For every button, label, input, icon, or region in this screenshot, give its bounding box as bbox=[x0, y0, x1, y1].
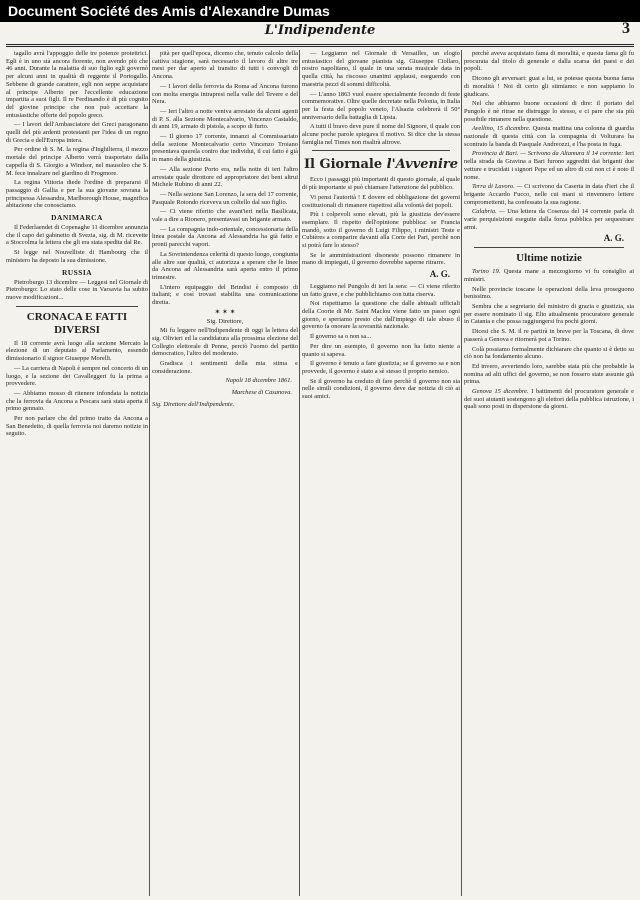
section-heading-cronaca: CRONACA E FATTI DIVERSI bbox=[26, 310, 128, 336]
dateline: Genova 15 dicembre. bbox=[472, 388, 529, 396]
article-paragraph: Più i colpevoli sono elevati, più la giustizia dev'essere esemplare. Il rispetto dell'opinione pubblica: se Francia mandò, sotto il governo di Luigi Filippo, i ministri Teste e Cubières a comparire davanti alla Corte dei Pari, perchè non si potrà fare lo stesso? bbox=[302, 211, 460, 250]
article-paragraph: — Ieri l'altro a notte veniva arrestato da alcuni agenti di P. S. alla Sezione Montecalvario, Vincenzo Castaldo, di anni 19, armato di pistola, a scopo di furto. bbox=[152, 107, 298, 131]
masthead-rule-2 bbox=[6, 46, 634, 47]
column-4 bbox=[464, 50, 634, 896]
article-headline bbox=[302, 157, 460, 172]
article-paragraph: Noi rispettiamo la questione che dalle abituali ufficiali della Coorte di Mr. Saint Maclou viene fatto un passo ogni giorno, e speriamo presto che dall'impiego di tale abuso il governo fa onorare la sovranità nazionale. bbox=[302, 300, 460, 331]
news-text: Ieri nella strada da Gravina a Bari furono aggrediti dai briganti due vetture e trucidati i signori Pepe ed un altro di cui non ci è noto il nome. bbox=[464, 150, 634, 181]
dateline: Calabria. — bbox=[472, 208, 505, 216]
column-1 bbox=[6, 50, 148, 896]
article-paragraph: Ed invero, avvertendo loro, sarebbe stata più che probabile la nomina ad alti uffici del governo, se non fossero state assunte già prima. bbox=[464, 362, 634, 386]
dateline: Torino 19. bbox=[472, 268, 501, 276]
letter-place-date: Napoli 18 dicembre 1861. bbox=[225, 377, 292, 385]
article-paragraph: Nel che abbiamo buone occasioni di dire: il portato del Pungolo è nè ritrae ne distrugge lo stesso, e ci pare che sia più possibile rimanere nella questione. bbox=[464, 100, 634, 123]
news-item bbox=[464, 183, 634, 206]
news-item bbox=[464, 208, 634, 231]
article-paragraph: Sembra che a segretario del ministro di grazia e giustizia, sia per essere nominato il sig. Elio attualmente procuratore generale in Catania e che possa raggiungersi fra pochi giorni. bbox=[464, 302, 634, 326]
article-paragraph: pità per quell'epoca, dicemo che, tenuto calcolo della cattiva stagione, sarà necessario il lavoro di altre tre mesi per dar aperto al transito di tutti i convogli di Ancona. bbox=[152, 50, 298, 81]
news-item bbox=[464, 150, 634, 181]
headline-roman: Il Giornale bbox=[303, 157, 383, 173]
news-text: Questa mattina una colonna di guardia nazionale di questa città con la compagnia di Volturara ha scontrato la banda di Pasquale Andreozzi, e l'ha posta in fuga. bbox=[464, 125, 634, 148]
masthead-rule bbox=[6, 44, 634, 45]
article-paragraph: — Leggiamo nel Giornale di Versailles, un elogio entusiastico del giovane pianista sig. Giuseppe Ciollaro, nostro napolitano, il quale in una serata musicale data in quella città, ha riscosso unanimi applausi, eseguendo con maestria pezzi di sommi difficoltà. bbox=[302, 50, 460, 88]
article-paragraph: Pietroburgo 13 dicembre — Leggesi nel Giornale di Pietroburgo: Lo stato delle cose in Varsavia ha subito nuove modificazioni... bbox=[6, 278, 148, 301]
column-3 bbox=[302, 50, 460, 896]
article-paragraph: tagallo avrà l'appoggio delle tre potenze protettrici. Egli è in uno stà ancora fiorente, non avendo più che 46 anni. Durante la malattia di suo figlio egli governò per alcuni anni in qualità di reggente il Portogallo. Sebbene di grande carattere, egli non seppe acquistare al principe Alberto per l'eccellente educazione impartita a suoi figli. Il re Ferdinando è di più cognito del giovine principe che non può accettare la entusiastiche offerte del popolo greco. bbox=[6, 50, 148, 119]
article-paragraph: Dicesi che S. M. il re partirà in breve per la Toscana, di dove passerà a Genova e ritornerà poi a Torino. bbox=[464, 328, 634, 343]
article-paragraph: — L'anno 1863 vuol essere specialmente fecondo di feste commemorative. Oltre quelle decretate nella Polonia, in Italia per la festa del popolo veneto, l'Alsazia celebrerà il 50° anniversario della battaglia di Lipsia. bbox=[302, 90, 460, 121]
page-number: 3 bbox=[622, 20, 630, 37]
article-paragraph: L'intero equipaggio del Brindisi è composto di italiani; e così trovasi stabilita una comunicazione diretta. bbox=[152, 283, 298, 307]
page-masthead bbox=[0, 22, 640, 42]
article-paragraph: Colà possiamo formalmente dichiarare che quanto si è detto su ciò non ha fondamento alcuno. bbox=[464, 345, 634, 361]
article-paragraph: Il governo sa o non sa... bbox=[310, 333, 372, 341]
article-paragraph: Nelle provincie toscane le operazioni della leva proseguono benissimo. bbox=[464, 285, 634, 301]
article-paragraph: — Alla sezione Porto era, nella notte di ieri l'altro arrestate quale dirottore ed appropriatore dei beni altrui Michele Rubino di anni 22. bbox=[152, 165, 298, 189]
article-paragraph: — Ci viene riferito che avant'ieri nella Basilicata, vale a dire a Rionero, presentavasi un brigante armato. bbox=[152, 208, 298, 224]
article-paragraph: Se le amministrazioni disoneste possono rimanere in mano di impiegati, il governo dovrebbe saperne ritrarre. bbox=[302, 251, 460, 267]
news-item bbox=[464, 125, 634, 148]
column-divider bbox=[299, 50, 300, 896]
newspaper-title: L'Indipendente bbox=[264, 23, 376, 38]
dateline: Avellino, 15 dicembre. bbox=[472, 125, 531, 133]
article-paragraph: Per dire un esempio, il governo non ha fatto niente a quanto si sapeva. bbox=[302, 342, 460, 358]
article-paragraph: Se il governo ha creduto di fare perchè il governo non sia nelle simili condizioni, il governo deve dar notizia di ciò ai suoi amici. bbox=[302, 377, 460, 401]
section-divider bbox=[312, 150, 450, 151]
article-paragraph: — I lavori dell'Ambasciatore dei Greci paragonano quelli del più ardenti protestanti per l'idea di un regno di Grecia e dell'Europa intera. bbox=[6, 121, 148, 144]
news-text: I battimenti del procuratore generale e dei suoi aiutanti sostengono gli elettori della pubblica istruzione, i quali sono posti in dispersione da giorni. bbox=[464, 388, 634, 411]
article-paragraph: — Il giorno 17 corrente, innanzi al Commissariato della sezione Montecalvario certo Vincenzo Troiano presentava querela contro due individui, il cui fatto è già in mano della giustizia. bbox=[152, 133, 298, 164]
dateline: Terra di Lavoro. — bbox=[472, 183, 523, 191]
headline-italic: l'Avvenire bbox=[386, 157, 459, 173]
ornament-divider: ✶ ✶ ✶ bbox=[214, 307, 236, 316]
dateline: Provincia di Bari. — Scrivono da Altamura il 14 corrente: bbox=[472, 150, 624, 158]
newspaper-page bbox=[0, 22, 640, 900]
article-paragraph: Il governo è tenuto a fare giustizia; se il governo sa e non provvede, il governo è stato a sè stesso il proprio nemico. bbox=[302, 360, 460, 375]
article-paragraph: Per ordine di S. M. la regina d'Inghilterra, il mezzo mortale del principe Alberto verrà trasportato dalla cappella di S. Giorgio a Windsor, nel mausoleo che S. M. fece innalzare nel giardino di Frogmore. bbox=[6, 146, 148, 177]
article-paragraph: Il 18 corrente avrà luogo alla sezione Mercato la elezione di un deputato al Parlamento, essendo dimissionario il signor Giuseppe Morelli. bbox=[6, 339, 148, 363]
article-paragraph: La regina Vittoria diede l'ordine di prepararsi il passaggio di Gallia e per la sua giovane sovrana la principessa Alessandra, Marlborough House, magnifica abitazione che conosciamo. bbox=[6, 179, 148, 210]
section-heading-danimarca: DANIMARCA bbox=[51, 213, 103, 223]
article-paragraph: Dicono gli avversari: guai a lui, se potesse questa buona fama di moralità ! Noi di certo gli stimiamo: e non sappiamo lo giudicare. bbox=[464, 75, 634, 98]
author-initials: A. G. bbox=[429, 269, 450, 280]
article-paragraph: Il Federlaendet di Copenaghe 11 dicembre annunzia che il capo dei gabinetto di Svezia, sig. di M. ricevette a Stoccolma la lettera che gli era stata spedita dal Re. bbox=[6, 224, 148, 247]
news-text: Questa mane a mezzogiorno vi fu consiglio ai ministri. bbox=[464, 268, 634, 283]
article-paragraph: A tutti il bravo deve pure il nome del Signore, il quale con alcune poche parole spiegava il motivo. Si dice che la stessa famiglia nel Times non risalirà altrove. bbox=[302, 123, 460, 146]
letter-addressee: Sig. Direttore dell'Indipendente. bbox=[152, 400, 235, 408]
article-paragraph: Vi pensi l'autorità ! E dovere ed obbligazione dei governi costituzionali di rimanere rispettosi alla volontà dei popoli. bbox=[302, 193, 460, 209]
article-paragraph: perchè aveva acquistato fama di moralità, e questa fama gli fu procurata dal titolo di generale e dalla scarsa dei paesi e dei popoli. bbox=[464, 50, 634, 73]
source-banner: Document Société des Amis d'Alexandre Dumas bbox=[0, 0, 640, 22]
letter-signature: Marchese di Casanova. bbox=[231, 389, 292, 397]
article-paragraph: — La compagnia indo-orientale, concessionaria della linea postale da Ancona ad Alessandria ha già fatto e pronti parecchi vapori. bbox=[152, 225, 298, 249]
article-paragraph: — Nella sezione San Lorenzo, la sera del 17 corrente, Pasquale Rotondo riceveva un coltello dal suo figlio. bbox=[152, 190, 298, 206]
article-paragraph: Mi fu leggere nell'Indipendente di oggi la lettera del sig. Olivieri ed la candidatura alla prossima elezione del Collegio elettorale di Penne, perciò l'uomo del partito democratico, l'altro del moderato. bbox=[152, 327, 298, 358]
article-paragraph: Per non parlare che del primo tratto da Ancona a San Benedetto, di quella ferrovia noi daremo notizie in seguito. bbox=[6, 415, 148, 438]
column-divider bbox=[461, 50, 462, 896]
author-initials: A. G. bbox=[603, 233, 624, 244]
news-text: Una lettera da Cosenza del 14 corrente parla di varie perquisizioni eseguite dalla forza pubblica per sequestrare armi. bbox=[464, 208, 634, 231]
letter-salutation: Sig. Direttore, bbox=[206, 317, 244, 325]
article-paragraph: La Sovrintendenza celerità di questo luogo, congiunta alle altre sue qualità, ci autorizza a sperare che le linee da Ancona ad Alessandria sarà aperta entro il primo trimestre. bbox=[152, 250, 298, 281]
article-paragraph: — La carriera di Napoli è sempre nel concerto di un luogo, e la sezione dei Cavalleggeri fu la prima a provvedere. bbox=[6, 364, 148, 388]
section-heading-russia: RUSSIA bbox=[61, 267, 93, 277]
section-divider bbox=[474, 247, 624, 248]
column-divider bbox=[149, 50, 150, 896]
news-item bbox=[464, 268, 634, 283]
article-paragraph: Gradisca i sentimenti della mia stima e considerazione. bbox=[152, 360, 298, 375]
column-2 bbox=[152, 50, 298, 896]
section-heading-ultime-notizie: Ultime notizie bbox=[516, 252, 582, 265]
article-paragraph: Si legge nel Nouvelliste di Hambourg che il ministero ha deposto la sua dimissione. bbox=[6, 249, 148, 264]
article-paragraph: Leggiamo nel Pungolo di ieri la sera: — Ci viene riferito un fatto grave, e che pubblichiamo con tutta riserva. bbox=[302, 282, 460, 298]
news-text: Ci scrivono da Caserta in data d'ieri che il brigante Accardo Fucco, nelle cui mani si rinvennero lettere compromettenti, ha confessato la sua ragione. bbox=[464, 183, 634, 206]
article-paragraph: Ecco i passaggi più importanti di questo giornale, al quale di più importante si può chiamare l'attenzione del pubblico. bbox=[302, 176, 460, 192]
article-paragraph: — Abbiamo mosso di ritenere infondata la notizia che la ferrovia da Ancona a Pescara sarà stata aperta il primo gennaio. bbox=[6, 389, 148, 413]
news-item bbox=[464, 388, 634, 411]
section-divider bbox=[16, 306, 138, 307]
article-paragraph: — I lavori della ferrovia da Roma ad Ancona furono con molta energia intrapresi nella valle del Tevere e del Nera. bbox=[152, 82, 298, 106]
